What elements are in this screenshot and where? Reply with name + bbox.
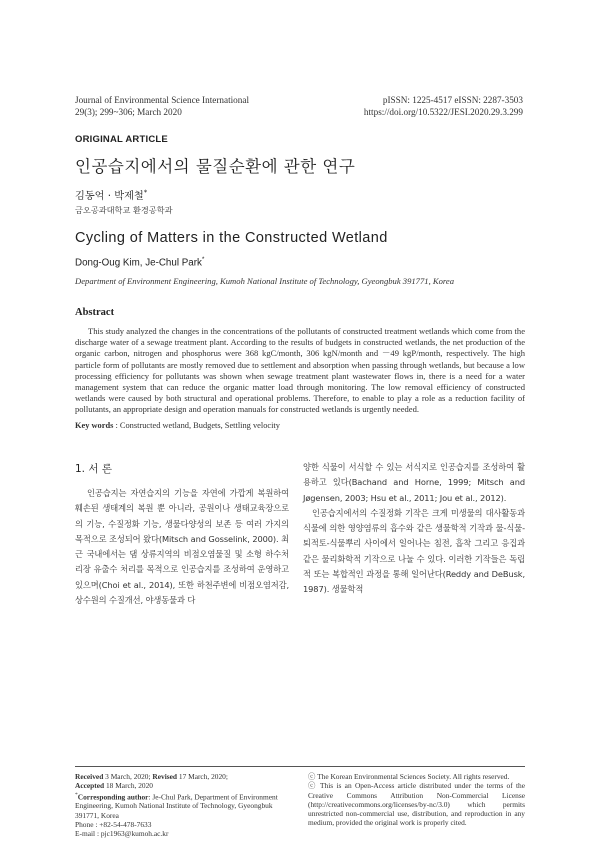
journal-header [75,94,249,118]
korean-authors [75,187,147,202]
issn: pISSN: 1225-4517 eISSN: 2287-3503 [382,95,523,105]
english-title: Cycling of Matters in the Constructed Wetland [75,230,388,246]
email[interactable]: E-mail : pjc1963@kumoh.ac.kr [75,829,169,839]
phone: Phone : +82-54-478-7633 [75,819,152,829]
body-paragraph-1: 양한 식물이 서식할 수 있는 서식지로 인공습지를 조성하여 활용하고 있다(Bachand and Horne, 1999; Mitsch and Jøgensen, 2003; Hsu et al., 2011; Jou et al., 2012). [303,462,525,503]
article-footnote [75,772,290,839]
keywords-label: Key words [75,421,114,430]
corr-text: : Je-Chul Park, Department of Environment Engineering, Kumoh National Institute of Technology, Gyeongbuk 391771, Korea [75,792,278,820]
received-label: Received [75,772,104,781]
article-type: ORIGINAL ARTICLE [75,134,168,145]
revised-label: Revised [152,772,178,781]
korean-author-names: 김동억 · 박제철 [75,191,144,202]
body-left-column: 인공습지는 자연습지의 기능을 자연에 가깝게 복원하여 훼손된 생태계의 복원 뿐 아니라, 공원이나 생태교육장으로의 기능, 수질정화 기능, 생물다양성의 보존 등 여러 가지의 목적으로 조성되어 왔다(Mitsch and Gosselink, 2000). 최근 국내에서는 댐 상류지역의 비점오염물질 및 소형 하수처리장 유출수 처리를 목적으로 인공습지를 조성하여 운영하고 있으며(Choi et al., 2014), 또한 하천주변에 비점오염저감, 상수원의 수질개선, 야생동물과 다 [75,488,289,606]
journal-issue: 29(3); 299~306; March 2020 [75,107,182,117]
corr-label: Corresponding author [77,792,149,802]
revised-date: 17 March, 2020; [177,772,228,781]
body-paragraph-2: 인공습지에서의 수질정화 기작은 크게 미생물의 대사활동과 식물에 의한 영양염류의 흡수와 같은 생물학적 기작과 물-식물-퇴적토-식물뿌리 사이에서 일어나는 침전, 흡착 그리고 응집과 같은 물리화학적 기작으로 나눌 수 있다. 이러한 기작들은 독립적 또는 복합적인 과정을 통해 일어난다(Reddy and DeBusk, 1987). 생물학적 [303,507,525,595]
accepted-line [75,781,290,790]
corresponding-author [75,791,290,820]
english-author-mark: * [201,256,205,263]
accepted-date: 18 March, 2020 [104,781,153,791]
footnote-divider [75,766,525,767]
abstract-text: This study analyzed the changes in the concentrations of the pollutants of constructed treatment wetlands which come from the discharge water of a sewage treatment plant. According to the results of budgets in constructed wetlands, the net production of the organic carbon, nitrogen and phosphorus were 368 kgC/month, 306 kgN/month and －49 kgP/month, respectively. The high particle form of pollutants are mostly removed due to settlement and absorption when passing through wetlands, but because a low processing efficiency for pollutants was shown when sewage treatment plant wastewater flows in, there is a need for a water management system that can reduce the organic matter load through monitoring. The low removal efficiency of constructed wetlands were caused by both structural and operational problems. Therefore, to enable to play a role as a reduction facility of pollutants, an appropriate design and operation manuals for constructed wetlands is urgently needed. [75,326,525,415]
journal-name: Journal of Environmental Science International [75,95,249,105]
korean-affiliation: 금오공과대학교 환경공학과 [75,205,173,215]
open-access-note: ⓒ This is an Open-Access article distributed under the terms of the Creative Commons Attribution Non-Commercial License (http://creativecommons.org/licenses/by-nc/3.0) which permits unrestricted non-commercial use, distribution, and reproduction in any medium, provided the original work is properly cited. [308,781,525,828]
license-note [308,772,525,828]
keywords-list: : Constructed wetland, Budgets, Settling velocity [113,421,280,430]
english-author-names: Dong-Oug Kim, Je-Chul Park [75,257,202,269]
accepted-label: Accepted [75,781,105,791]
korean-author-mark: * [143,188,148,197]
journal-ids [364,94,523,118]
received-date: 3 March, 2020; [103,772,153,781]
dates-line [75,772,290,781]
abstract-heading: Abstract [75,307,115,318]
copyright: ⓒ The Korean Environmental Sciences Society. All rights reserved. [308,772,510,781]
keywords [75,421,525,430]
corr-mark: * [75,791,78,798]
english-authors [75,256,204,268]
korean-title: 인공습지에서의 물질순환에 관한 연구 [75,157,356,176]
section-heading: 1. 서 론 [75,463,112,475]
doi-link[interactable]: https://doi.org/10.5322/JESI.2020.29.3.299 [363,107,523,117]
english-affiliation: Department of Environment Engineering, Kumoh National Institute of Technology, Gyeongbuk 391771, Korea [75,276,455,286]
body-right-column [303,460,525,598]
